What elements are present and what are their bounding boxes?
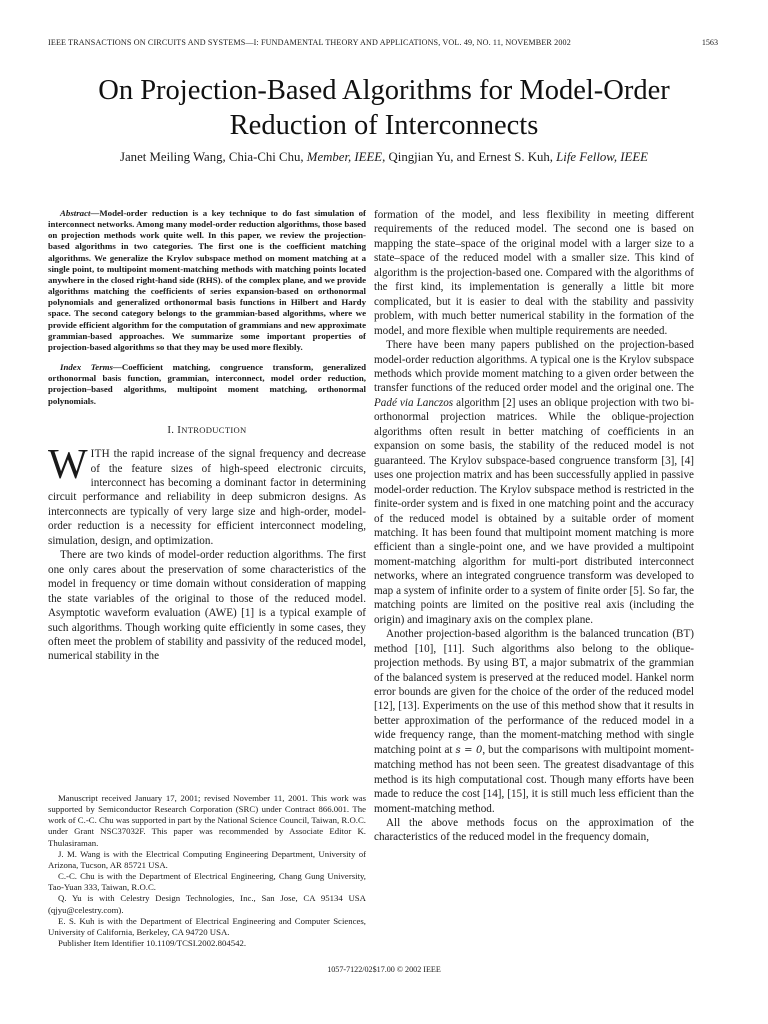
math-s-equals-zero: s = 0	[455, 744, 483, 756]
footnote-kuh: E. S. Kuh is with the Department of Electrical Engineering and Computer Sciences, University of California, Berkeley, CA 94720 USA.	[48, 915, 366, 937]
copyright-line: 1057-7122/02$17.00 © 2002 IEEE	[327, 965, 441, 974]
abstract	[48, 208, 366, 353]
running-header: IEEE TRANSACTIONS ON CIRCUITS AND SYSTEMS—I: FUNDAMENTAL THEORY AND APPLICATIONS, VOL. 49, NO. 11, NOVEMBER 2002	[48, 38, 571, 47]
footnote-yu: Q. Yu is with Celestry Design Technologies, Inc., San Jose, CA 95134 USA (qjyu@celestry.com).	[48, 893, 366, 915]
p2-text-a: There have been many papers published on the projection-based model-order reduction algorithms. A typical one is the Krylov subspace methods which provide moment matching to a given order between the transfer functions of the reduced order model and the original one. The	[374, 339, 694, 395]
footnote-publisher: Publisher Item Identifier 10.1109/TCSI.2002.804542.	[58, 938, 247, 949]
paper-title	[20, 73, 748, 143]
footnote-wang: J. M. Wang is with the Electrical Computing Engineering Department, University of Arizona, Tucson, AR 85721 USA.	[48, 848, 366, 870]
right-column	[374, 208, 694, 845]
author-list	[20, 150, 748, 165]
page-number: 1563	[701, 38, 718, 47]
index-terms	[48, 362, 366, 407]
intro-paragraph-1	[48, 442, 366, 548]
section-numeral: I. I	[167, 423, 182, 436]
intro-text-1: the rapid increase of the signal frequency and decrease of the feature sizes of high-speed electronic circuits, interconnect has becoming a dominant factor in determining circuit performance and reliability in deep submicron designs. As interconnects are typically of very large size and high-order, model-order reduction is a necessity for efficient interconnect modeling, simulation, design, and optimization.	[48, 448, 366, 547]
section-heading-introduction	[48, 423, 366, 437]
abstract-label: Abstract—	[60, 208, 100, 218]
footnote-manuscript: Manuscript received January 17, 2001; revised November 11, 2001. This work was supported by Semiconductor Research Corporation (SRC) under Contract 866.001. The work of C.-C. Chu was supported in part by the National Science Council, Taiwan, R.O.C. under Grant NSC37032F. This paper was recommended by Associate Editor K. Thulasiraman.	[48, 793, 366, 848]
right-paragraph-1: formation of the model, and less flexibility in meeting different requirements of the reduced model. The second one is based on mapping the state–space of the original model with a larger size to a state–space of the reduced model with a smaller size. This kind of algorithm is the projection-based one. Compared with the algorithms of the first kind, its implementation is generally a little bit more complicated, but it is easier to deal with the stability and passivity problem, with much better numerical stability in the formation of the model, and more flexible when multiple requirements are needed.	[374, 209, 694, 337]
authors-part-2: , Qingjian Yu, and Ernest S. Kuh,	[382, 150, 557, 164]
abstract-text: Model-order reduction is a key technique to do fast simulation of interconnect networks. Among many model-order reduction algorithms, those based on projection methods work quite well. In this paper, we review the projection-based algorithms in two categories. The first one is the coefficient matching algorithms. We generalize the Krylov subspace method on moment matching at a single point, to multipoint moment-matching methods with matching points located anywhere in the closed right-hand side (RHS). of the complex plane, and we provide algorithms matching the coefficients of series expansion-based on orthonormal polynomials and generalized orthonormal basis functions in Hilbert and Hardy space. The second category belongs to the grammian-based algorithms, where we provide efficient algorithm for the computation of grammians and new approximate grammian-based approaches. We summarize some important properties of projection-based algorithms so that they may be used more flexibly.	[48, 208, 366, 352]
pade-lanczos: Padé via Lanczos	[374, 396, 454, 409]
index-terms-label: Index Terms—	[60, 362, 122, 373]
title-line-2: Reduction of Interconnects	[229, 110, 539, 141]
first-word: ITH	[90, 448, 110, 461]
right-paragraph-2	[374, 338, 694, 627]
footnotes	[48, 793, 366, 949]
intro-paragraph-2: There are two kinds of model-order reduction algorithms. The first one only cares about the preservation of some characteristics of the model in frequency or time domain without consideration of mapping the state variables of the original to those of the reduced model. Asymptotic waveform evaluation (AWE) [1] is a typical example of such algorithms. Though working quite efficiently in some cases, they often meet the problem of stability and passivity of the reduced model, numerical stability in the	[48, 549, 366, 663]
left-column	[48, 208, 366, 664]
author-role-1: Member, IEEE	[306, 150, 383, 164]
authors-part-1: Janet Meiling Wang, Chia-Chi Chu,	[120, 150, 307, 164]
section-title: NTRODUCTION	[181, 424, 247, 435]
drop-cap: W	[48, 442, 88, 489]
title-line-1: On Projection-Based Algorithms for Model-Order	[98, 75, 670, 106]
index-terms-text: Coefficient matching, congruence transform, generalized orthonormal basis function, grammian, interconnect, model order reduction, projection–based algorithms, multipoint moment matching, orthonormal polynomials.	[48, 362, 366, 406]
p3-text-b: , but the comparisons with multipoint moment-matching method has not been seen. The greatest disadvantage of this method is its high computational cost. Though many efforts have been made to reduce the cost [14], [15], it is still much less efficient than the moment-matching method.	[374, 743, 694, 815]
p2-text-b: algorithm [2] uses an oblique projection with two bi-orthonormal projection matrices. While the oblique-projection algorithms often result in better matching of coefficients in an expansion on some basis, the stability of the reduced model is not guaranteed. The Krylov subspace-based congruence transform [3], [4] uses one projection matrix and has been successfully applied in passive model-order reduction. The Krylov subspace method is restricted in the finite-order system and is fixed in one matching point and the accuracy of the reduced model is obtained by a suitable order of moment matching. It has been found that multipoint moment matching is more efficient than a single-point one, and we have provided a multipoint moment-matching algorithm for multi-port distributed interconnect networks, where an integrated congruence transform was developed to map a system of infinite order to a system of finite order [5]. So far, the matching points are limited on the positive real axis (including the origin) and imaginary axis on the complex plane.	[374, 396, 695, 626]
author-role-2: Life Fellow, IEEE	[556, 150, 648, 164]
p3-text-a: Another projection-based algorithm is the balanced truncation (BT) method [10], [11]. Such algorithms also belong to the oblique-projection methods. By using BT, a major submatrix of the grammian of the balanced system is preserved at the reduced model. Hankel norm error bounds are given for the choice of the order of the reduced model [12], [13]. Experiments on the use of this method show that it results in better approximation of the performance of the reduced model in a wide frequency range, than the moment-matching method with single matching point at	[374, 628, 694, 756]
right-paragraph-4: All the above methods focus on the approximation of the characteristics of the reduced model in the frequency domain,	[374, 817, 694, 844]
right-paragraph-3	[374, 627, 694, 816]
footnote-chu: C.-C. Chu is with the Department of Electrical Engineering, Chang Gung University, Tao-Yuan 333, Taiwan, R.O.C.	[48, 871, 366, 893]
